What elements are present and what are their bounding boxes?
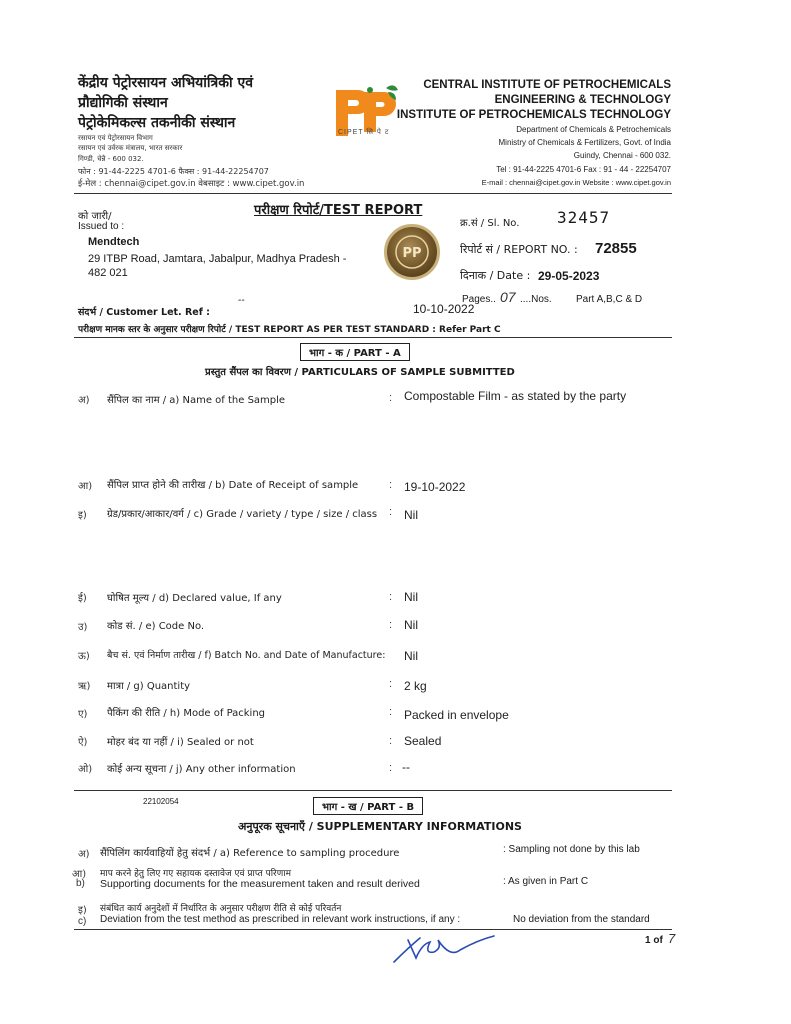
en-title-line-3: INSTITUTE OF PETROCHEMICALS TECHNOLOGY (396, 109, 671, 121)
svg-text:PP: PP (402, 246, 422, 261)
date-label: दिनाक / Date : (460, 269, 531, 282)
row-i-colon: : (389, 735, 393, 747)
receipt-date-value: 19-10-2022 (404, 480, 466, 494)
internal-code: 22102054 (143, 797, 179, 806)
hindi-city: गिण्डी, चेन्नै - 600 032. (78, 155, 144, 163)
row-a-label: सैंपिल का नाम / a) Name of the Sample (107, 395, 286, 406)
report-no-label: रिपोर्ट सं / REPORT NO. : (460, 243, 578, 256)
row-j-colon: : (389, 762, 393, 774)
row-b-marker: आ) (78, 481, 93, 492)
en-ministry: Ministry of Chemicals & Fertilizers, Govt. of India (498, 138, 671, 147)
en-email: E-mail : chennai@cipet.gov.in Website : www.cipet.gov.in (481, 178, 671, 187)
supporting-docs-value: : As given in Part C (503, 876, 589, 887)
part-b-label: भाग - ख / PART - B (313, 797, 423, 815)
sl-no-value: 32457 (557, 208, 611, 227)
b-row-c-label: Deviation from the test method as prescribed in relevant work instructions, if any : (100, 914, 461, 925)
row-a-colon: : (389, 392, 393, 404)
header-divider (74, 193, 672, 194)
row-f-marker: ऊ) (78, 651, 90, 662)
row-j-marker: ओ) (78, 764, 93, 775)
row-d-colon: : (389, 591, 393, 603)
part-a-heading: प्रस्तुत सैंपल का विवरण / PARTICULARS OF SAMPLE SUBMITTED (205, 367, 515, 378)
b-row-b-marker-hindi: आ) (72, 869, 87, 880)
en-city: Guindy, Chennai - 600 032. (573, 151, 671, 160)
report-title: परीक्षण रिपोर्ट/TEST REPORT (254, 203, 423, 218)
customer-address-line-1: 29 ITBP Road, Jamtara, Jabalpur, Madhya Pradesh - (88, 253, 347, 265)
row-i-label: मोहर बंद या नहीं / i) Sealed or not (107, 737, 254, 748)
batch-no-value: Nil (404, 649, 418, 663)
en-phone: Tel : 91-44-2225 4701-6 Fax : 91 - 44 - 22254707 (496, 165, 671, 174)
pages-value: 07 (500, 289, 516, 305)
customer-ref-value: -- (238, 295, 245, 306)
hologram-seal (384, 224, 440, 280)
b-row-a-label: सैंपिलिंग कार्यवाहियों हेतु संदर्भ / a) Reference to sampling procedure (100, 848, 400, 859)
quantity-value: 2 kg (404, 679, 427, 693)
logo-caption: CIPET सि पे ट (338, 129, 390, 136)
issued-to-label: Issued to : (78, 221, 125, 232)
b-row-b-label-hindi: माप करने हेतु लिए गए सहायक दस्तावेज एवं प्राप्त परिणाम (100, 869, 291, 879)
row-c-colon: : (389, 506, 393, 518)
report-no-value: 72855 (595, 240, 637, 257)
row-h-label: पैकिंग की रीति / h) Mode of Packing (107, 708, 266, 719)
deviation-value: No deviation from the standard (513, 914, 650, 925)
row-d-marker: ई) (78, 593, 87, 604)
b-row-c-label-hindi: संबंधित कार्य अनुदेशों में निर्धारित के अनुसार परीक्षण रीति से कोई परिवर्तन (100, 904, 342, 914)
customer-name: Mendtech (88, 236, 140, 248)
test-standard-line: परीक्षण मानक स्तर के अनुसार परीक्षण रिपोर्ट / TEST REPORT AS PER TEST STANDARD : Refer Part C (78, 325, 501, 335)
row-a-marker: अ) (78, 395, 90, 406)
issued-to-label-hindi: को जारी/ (78, 211, 112, 222)
row-j-label: कोई अन्य सूचना / j) Any other information (107, 764, 296, 775)
row-g-colon: : (389, 678, 393, 690)
date-value: 29-05-2023 (538, 269, 600, 283)
parts-list: Part A,B,C & D (576, 294, 643, 305)
row-f-label: बैच सं. एवं निर्माण तारीख / f) Batch No. and Date of Manufacture: (107, 650, 386, 661)
row-g-label: मात्रा / g) Quantity (107, 681, 191, 692)
en-title-line-1: CENTRAL INSTITUTE OF PETROCHEMICALS (423, 79, 671, 91)
row-c-label: ग्रेड/प्रकार/आकार/वर्ग / c) Grade / variety / type / size / class (107, 509, 378, 520)
en-title-line-2: ENGINEERING & TECHNOLOGY (494, 94, 671, 106)
b-row-a-marker: अ) (78, 849, 90, 860)
part-a-label: भाग - क / PART - A (300, 343, 410, 361)
pages-suffix: ....Nos. (520, 294, 552, 305)
customer-address-line-2: 482 021 (88, 267, 128, 279)
row-h-marker: ए) (78, 709, 88, 720)
hindi-ministry: रसायन एवं उर्वरक मंत्रालय, भारत सरकार (78, 144, 183, 152)
b-row-b-label: Supporting documents for the measurement taken and result derived (100, 878, 420, 890)
row-b-colon: : (389, 479, 393, 491)
sampling-reference-value: : Sampling not done by this lab (503, 844, 640, 855)
part-b-divider (74, 929, 672, 930)
hindi-department: रसायन एवं पेट्रोरसायन विभाग (78, 134, 153, 142)
hindi-title-line-3: पेट्रोकेमिकल्स तकनीकी संस्थान (78, 115, 236, 131)
en-department: Department of Chemicals & Petrochemicals (516, 125, 671, 134)
row-h-colon: : (389, 706, 393, 718)
sealed-value: Sealed (404, 734, 442, 748)
hindi-phone: फोन : 91-44-2225 4701-6 फैक्स : 91-44-22254707 (78, 167, 269, 176)
part-a-divider (74, 790, 672, 791)
row-d-label: घोषित मूल्य / d) Declared value, If any (107, 593, 282, 604)
hindi-title-line-1: केंद्रीय पेट्रोरसायन अभियांत्रिकी एवं (78, 75, 254, 91)
grade-value: Nil (404, 508, 418, 522)
row-i-marker: ऐ) (78, 737, 88, 748)
customer-ref-date: 10-10-2022 (413, 302, 475, 316)
page-of-label: 1 of (645, 935, 663, 946)
b-row-c-marker: c) (78, 916, 87, 927)
other-info-value: -- (402, 760, 410, 774)
b-row-c-marker-hindi: इ) (78, 905, 87, 916)
row-e-label: कोड सं. / e) Code No. (107, 621, 205, 632)
code-no-value: Nil (404, 618, 418, 632)
customer-ref-label: संदर्भ / Customer Let. Ref : (78, 307, 210, 318)
b-row-b-marker: b) (76, 878, 85, 889)
row-g-marker: ऋ) (78, 681, 91, 692)
row-e-colon: : (389, 619, 393, 631)
pages-label: Pages.. (462, 294, 496, 305)
sample-name-value: Compostable Film - as stated by the party (404, 389, 627, 403)
row-b-label: सैंपिल प्राप्त होने की तारीख / b) Date of Receipt of sample (107, 480, 359, 491)
signature-icon (390, 928, 500, 968)
hindi-title-line-2: प्रौद्योगिकी संस्थान (78, 95, 168, 111)
meta-divider (74, 337, 672, 338)
signature (390, 928, 500, 968)
declared-value: Nil (404, 590, 418, 604)
packing-mode-value: Packed in envelope (404, 708, 509, 722)
sl-no-label: क्र.सं / Sl. No. (460, 218, 520, 229)
seal-logo-icon (387, 227, 437, 277)
part-b-heading: अनुपूरक सूचनाएँ / SUPPLEMENTARY INFORMATIONS (238, 820, 522, 833)
row-e-marker: उ) (78, 622, 88, 633)
hindi-email: ई-मेल : chennai@cipet.gov.in वेबसाइट : www.cipet.gov.in (78, 179, 305, 189)
row-c-marker: इ) (78, 510, 87, 521)
page-total: 7 (668, 931, 676, 946)
